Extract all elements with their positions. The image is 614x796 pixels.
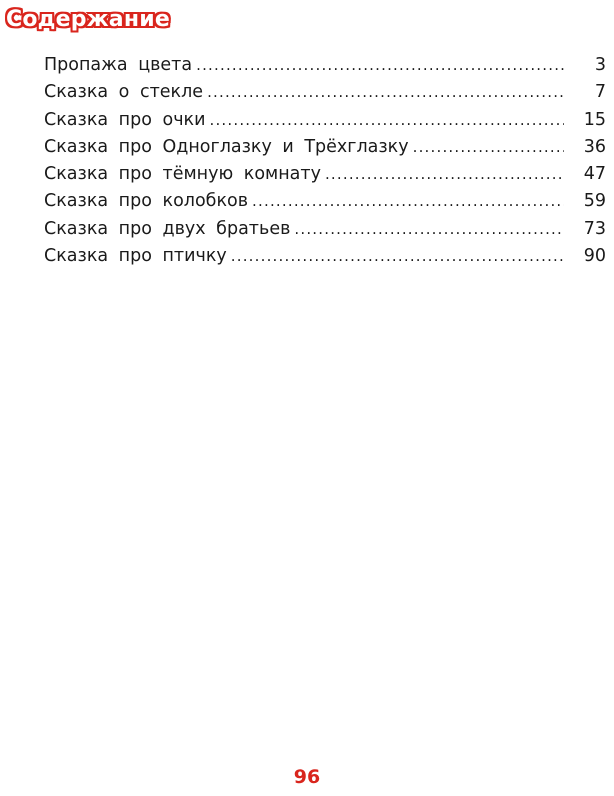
dot-leader bbox=[325, 161, 564, 188]
toc-entry[interactable] bbox=[44, 134, 606, 161]
toc-entry-title: Сказка про двух братьев bbox=[44, 218, 291, 239]
toc-entry-title: Сказка про очки bbox=[44, 109, 206, 130]
toc-entry-title: Сказка про тёмную комнату bbox=[44, 164, 321, 185]
toc-entry[interactable] bbox=[44, 161, 606, 188]
toc-entry-page: 90 bbox=[583, 246, 606, 267]
toc-entry-page: 3 bbox=[594, 55, 606, 75]
dot-leader bbox=[252, 188, 564, 215]
dot-leader bbox=[231, 243, 564, 270]
dot-leader bbox=[207, 79, 564, 106]
toc-entry-page: 59 bbox=[583, 191, 606, 212]
toc-entry-page: 47 bbox=[583, 164, 606, 185]
toc-entry-title: Сказка о стекле bbox=[44, 82, 204, 103]
toc-entry-title: Сказка про Одноглазку и Трёхглазку bbox=[44, 136, 409, 157]
toc-entry-title: Сказка про колобков bbox=[44, 191, 249, 212]
toc-entry[interactable] bbox=[44, 79, 606, 106]
dot-leader bbox=[209, 107, 564, 134]
dot-leader bbox=[413, 134, 564, 161]
dot-leader bbox=[196, 52, 564, 79]
toc-entry-title: Пропажа цвета bbox=[44, 55, 193, 75]
toc-entry-page: 7 bbox=[594, 82, 606, 103]
toc-entry[interactable] bbox=[44, 243, 606, 270]
toc-entry[interactable] bbox=[44, 107, 606, 134]
toc-entry-page: 15 bbox=[583, 109, 606, 130]
toc-entry-page: 73 bbox=[583, 218, 606, 239]
table-of-contents bbox=[44, 52, 606, 270]
dot-leader bbox=[294, 216, 564, 243]
toc-entry[interactable] bbox=[44, 188, 606, 215]
toc-entry[interactable] bbox=[44, 52, 606, 79]
toc-entry-title: Сказка про птичку bbox=[44, 246, 227, 267]
contents-heading: Содержание bbox=[6, 7, 170, 32]
toc-entry[interactable] bbox=[44, 216, 606, 243]
page-number: 96 bbox=[293, 766, 321, 788]
toc-entry-page: 36 bbox=[583, 136, 606, 157]
